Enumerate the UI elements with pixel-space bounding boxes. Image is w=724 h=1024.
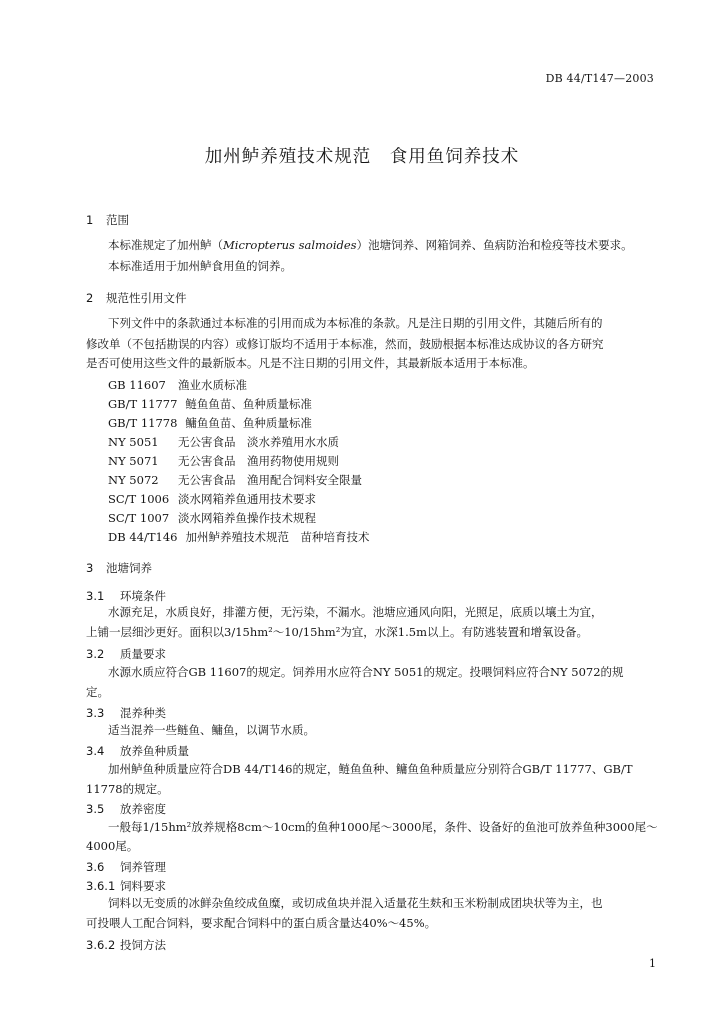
reference-code: NY 5071 <box>108 454 159 468</box>
subsection-number: 3.2 <box>86 647 105 661</box>
reference-title: 淡水网箱养鱼通用技术要求 <box>178 492 316 506</box>
reference-code: SC/T 1006 <box>108 492 170 506</box>
subsection-title: 混养种类 <box>120 706 166 720</box>
reference-title: 鳙鱼鱼苗、鱼种质量标准 <box>185 416 312 430</box>
subsection-heading <box>86 743 189 759</box>
text-run: 本标准规定了加州鲈（ <box>108 238 223 252</box>
paragraph-line: 是否可使用这些文件的最新版本。凡是不注日期的引用文件，其最新版本适用于本标准。 <box>86 356 535 370</box>
subsection-title: 投饲方法 <box>120 938 166 952</box>
paragraph-line: 加州鲈鱼种质量应符合DB 44/T146的规定，鲢鱼鱼种、鳙鱼鱼种质量应分别符合GB/T 11777、GB/T <box>108 762 633 776</box>
reference-title: 无公害食品 渔用药物使用规则 <box>178 454 339 468</box>
reference-item <box>108 491 316 507</box>
section-heading-1 <box>86 212 129 228</box>
document-title: 加州鲈养殖技术规范 食用鱼饲养技术 <box>204 147 520 167</box>
paragraph-line: 上铺一层细沙更好。面积以3/15hm²～10/15hm²为宜，水深1.5m以上。有防逃装置和增氧设备。 <box>86 625 588 639</box>
paragraph-line: 适当混养一些鲢鱼、鳙鱼，以调节水质。 <box>108 723 315 737</box>
document-code: DB 44/T147—2003 <box>545 72 654 85</box>
paragraph-line: 可投喂人工配合饲料，要求配合饲料中的蛋白质含量达40%～45%。 <box>86 916 437 930</box>
reference-item <box>108 453 339 469</box>
subsection-heading <box>86 801 166 817</box>
reference-code: GB/T 11778 <box>108 416 178 430</box>
subsection-number: 3.1 <box>86 589 105 603</box>
reference-item <box>108 434 339 450</box>
section-heading-3 <box>86 560 152 576</box>
section-heading-2 <box>86 290 187 306</box>
section-title: 规范性引用文件 <box>106 291 187 305</box>
reference-title: 加州鲈养殖技术规范 苗种培育技术 <box>185 530 370 544</box>
subsection-title: 饲料要求 <box>120 879 166 893</box>
subsection-heading <box>86 588 166 604</box>
section-title: 池塘饲养 <box>106 561 152 575</box>
subsection-number: 3.3 <box>86 706 105 720</box>
subsection-title: 质量要求 <box>120 647 166 661</box>
reference-item <box>108 377 247 393</box>
paragraph-line: 修改单（不包括勘误的内容）或修订版均不适用于本标准，然而，鼓励根据本标准达成协议的各方研究 <box>86 337 604 351</box>
subsection-title: 放养鱼种质量 <box>120 744 189 758</box>
reference-title: 鲢鱼鱼苗、鱼种质量标准 <box>185 397 312 411</box>
paragraph: 本标准适用于加州鲈食用鱼的饲养。 <box>108 259 292 273</box>
subsection-number: 3.6.2 <box>86 938 116 952</box>
subsection-number: 3.6.1 <box>86 879 116 893</box>
reference-item <box>108 396 312 412</box>
section-number: 2 <box>86 291 94 305</box>
reference-item <box>108 415 312 431</box>
paragraph-line: 定。 <box>86 685 109 699</box>
text-run: ）池塘饲养、网箱饲养、鱼病防治和检疫等技术要求。 <box>356 238 633 252</box>
paragraph-line: 水源充足，水质良好，排灌方便，无污染，不漏水。池塘应通风向阳，光照足，底质以壤土为宜， <box>108 605 603 619</box>
section-number: 3 <box>86 561 94 575</box>
paragraph-line: 下列文件中的条款通过本标准的引用而成为本标准的条款。凡是注日期的引用文件，其随后所有的 <box>108 316 603 330</box>
paragraph-line: 4000尾。 <box>86 839 139 853</box>
subsection-title: 饲养管理 <box>120 860 166 874</box>
paragraph-line: 饲料以无变质的冰鲜杂鱼绞成鱼糜，或切成鱼块并混入适量花生麸和玉米粉制成团块状等为主，也 <box>108 896 603 910</box>
reference-title: 无公害食品 渔用配合饲料安全限量 <box>178 473 362 487</box>
subsection-title: 放养密度 <box>120 802 166 816</box>
paragraph <box>86 238 680 252</box>
reference-title: 无公害食品 淡水养殖用水水质 <box>178 435 339 449</box>
reference-code: GB/T 11777 <box>108 397 178 411</box>
reference-title: 渔业水质标准 <box>178 378 247 392</box>
section-number: 1 <box>86 213 94 227</box>
subsection-number: 3.5 <box>86 802 105 816</box>
reference-item <box>108 510 316 526</box>
reference-code: NY 5072 <box>108 473 159 487</box>
reference-title: 淡水网箱养鱼操作技术规程 <box>178 511 316 525</box>
reference-code: GB 11607 <box>108 378 166 392</box>
subsection-heading <box>86 878 166 894</box>
paragraph-line: 一般每1/15hm²放养规格8cm～10cm的鱼种1000尾～3000尾，条件、设备好的鱼池可放养鱼种3000尾～ <box>108 820 658 834</box>
subsection-heading <box>86 937 166 953</box>
reference-code: SC/T 1007 <box>108 511 170 525</box>
page-number: 1 <box>649 957 656 970</box>
latin-name: Micropterus salmoides <box>223 238 357 252</box>
reference-item <box>108 472 362 488</box>
paragraph-line: 水源水质应符合GB 11607的规定。饲养用水应符合NY 5051的规定。投喂饲料应符合NY 5072的规 <box>108 665 624 679</box>
reference-code: NY 5051 <box>108 435 159 449</box>
paragraph-line: 11778的规定。 <box>86 782 169 796</box>
subsection-heading <box>86 859 166 875</box>
reference-code: DB 44/T146 <box>108 530 178 544</box>
subsection-heading <box>86 705 166 721</box>
subsection-title: 环境条件 <box>120 589 166 603</box>
section-title: 范围 <box>106 213 129 227</box>
subsection-number: 3.6 <box>86 860 105 874</box>
subsection-number: 3.4 <box>86 744 105 758</box>
reference-item <box>108 529 369 545</box>
subsection-heading <box>86 646 166 662</box>
